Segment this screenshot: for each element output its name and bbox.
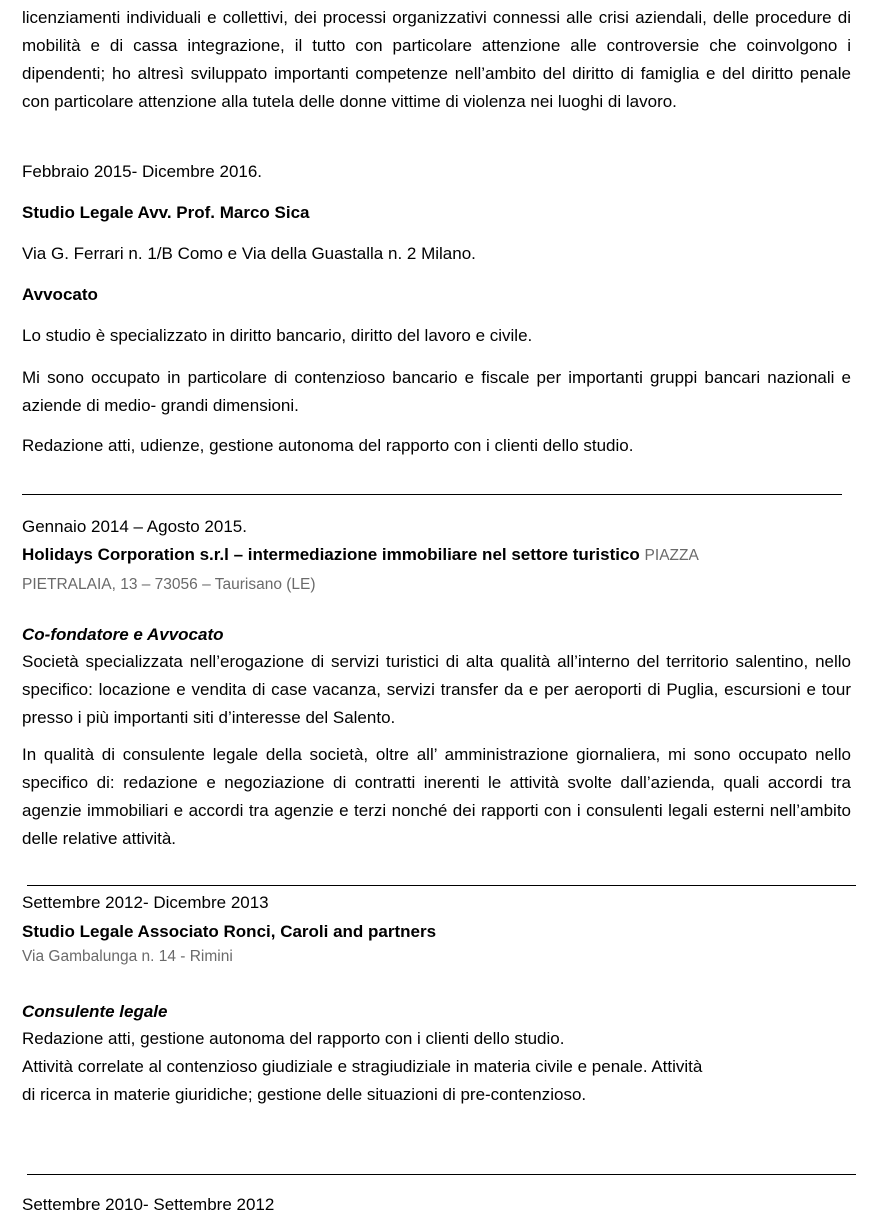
job1-dates: Febbraio 2015- Dicembre 2016. [22, 162, 263, 181]
job2-role: Co-fondatore e Avvocato [22, 625, 224, 644]
job3-activity-line2: di ricerca in materie giuridiche; gestione delle situazioni di pre-contenzioso. [22, 1085, 587, 1104]
job4-dates: Settembre 2010- Settembre 2012 [22, 1195, 275, 1214]
job2-description: Società specializzata nell’erogazione di servizi turistici di alta qualità all’interno del territorio salentino, nello specifico: locazione e vendita di case vacanza, servizi transfer da e per aeroporti di Puglia, escursioni e tour presso i più importanti siti d’interesse del Salento. [22, 652, 851, 727]
job1-detail: Mi sono occupato in particolare di contenzioso bancario e fiscale per importanti gruppi bancari nazionali e aziende di medio- grandi dimensioni. [22, 368, 851, 415]
job3-dates: Settembre 2012- Dicembre 2013 [22, 893, 269, 912]
job2-header [22, 541, 782, 599]
job2-dates: Gennaio 2014 – Agosto 2015. [22, 517, 247, 536]
work-experience-paragraph: licenziamenti individuali e collettivi, dei processi organizzativi connessi alle crisi aziendali, delle procedure di mobilità e di cassa integrazione, il tutto con particolare attenzione alle controversie che coinvolgono i dipendenti; ho altresì sviluppato importanti competenze nell’ambito del diritto di famiglia e del diritto penale con particolare attenzione alla tutela delle donne vittime di violenza nei luoghi di lavoro. [22, 8, 851, 111]
job2-detail: In qualità di consulente legale della società, oltre all’ amministrazione giornaliera, mi sono occupato nello specifico di: redazione e negoziazione di contratti inerenti le attività svolte dall’azienda, quali accordi tra agenzie immobiliari e accordi tra agenzie e terzi nonché dei rapporti con i consulenti legali esterni nell’ambito delle relative attività. [22, 745, 851, 848]
job1-description: Lo studio è specializzato in diritto bancario, diritto del lavoro e civile. [22, 326, 533, 345]
job1-role: Avvocato [22, 285, 98, 304]
job2-employer: Holidays Corporation s.r.l – intermediazione immobiliare nel settore turistico [22, 545, 640, 564]
job1-employer: Studio Legale Avv. Prof. Marco Sica [22, 203, 310, 222]
job3-activity-line1: Attività correlate al contenzioso giudiziale e stragiudiziale in materia civile e penale. Attività [22, 1057, 703, 1076]
job3-role: Consulente legale [22, 1002, 168, 1021]
job3-tasks: Redazione atti, gestione autonoma del rapporto con i clienti dello studio. [22, 1029, 565, 1048]
job1-address: Via G. Ferrari n. 1/B Como e Via della Guastalla n. 2 Milano. [22, 244, 476, 263]
job1-tasks: Redazione atti, udienze, gestione autonoma del rapporto con i clienti dello studio. [22, 436, 634, 455]
section-divider [27, 1174, 856, 1175]
job2-address: PIAZZA PIETRALAIA, 13 – 73056 – Taurisano (LE) [22, 547, 698, 593]
job3-address: Via Gambalunga n. 14 - Rimini [22, 948, 233, 965]
section-divider [27, 885, 856, 886]
job3-employer: Studio Legale Associato Ronci, Caroli and partners [22, 922, 437, 941]
section-divider [22, 494, 842, 495]
